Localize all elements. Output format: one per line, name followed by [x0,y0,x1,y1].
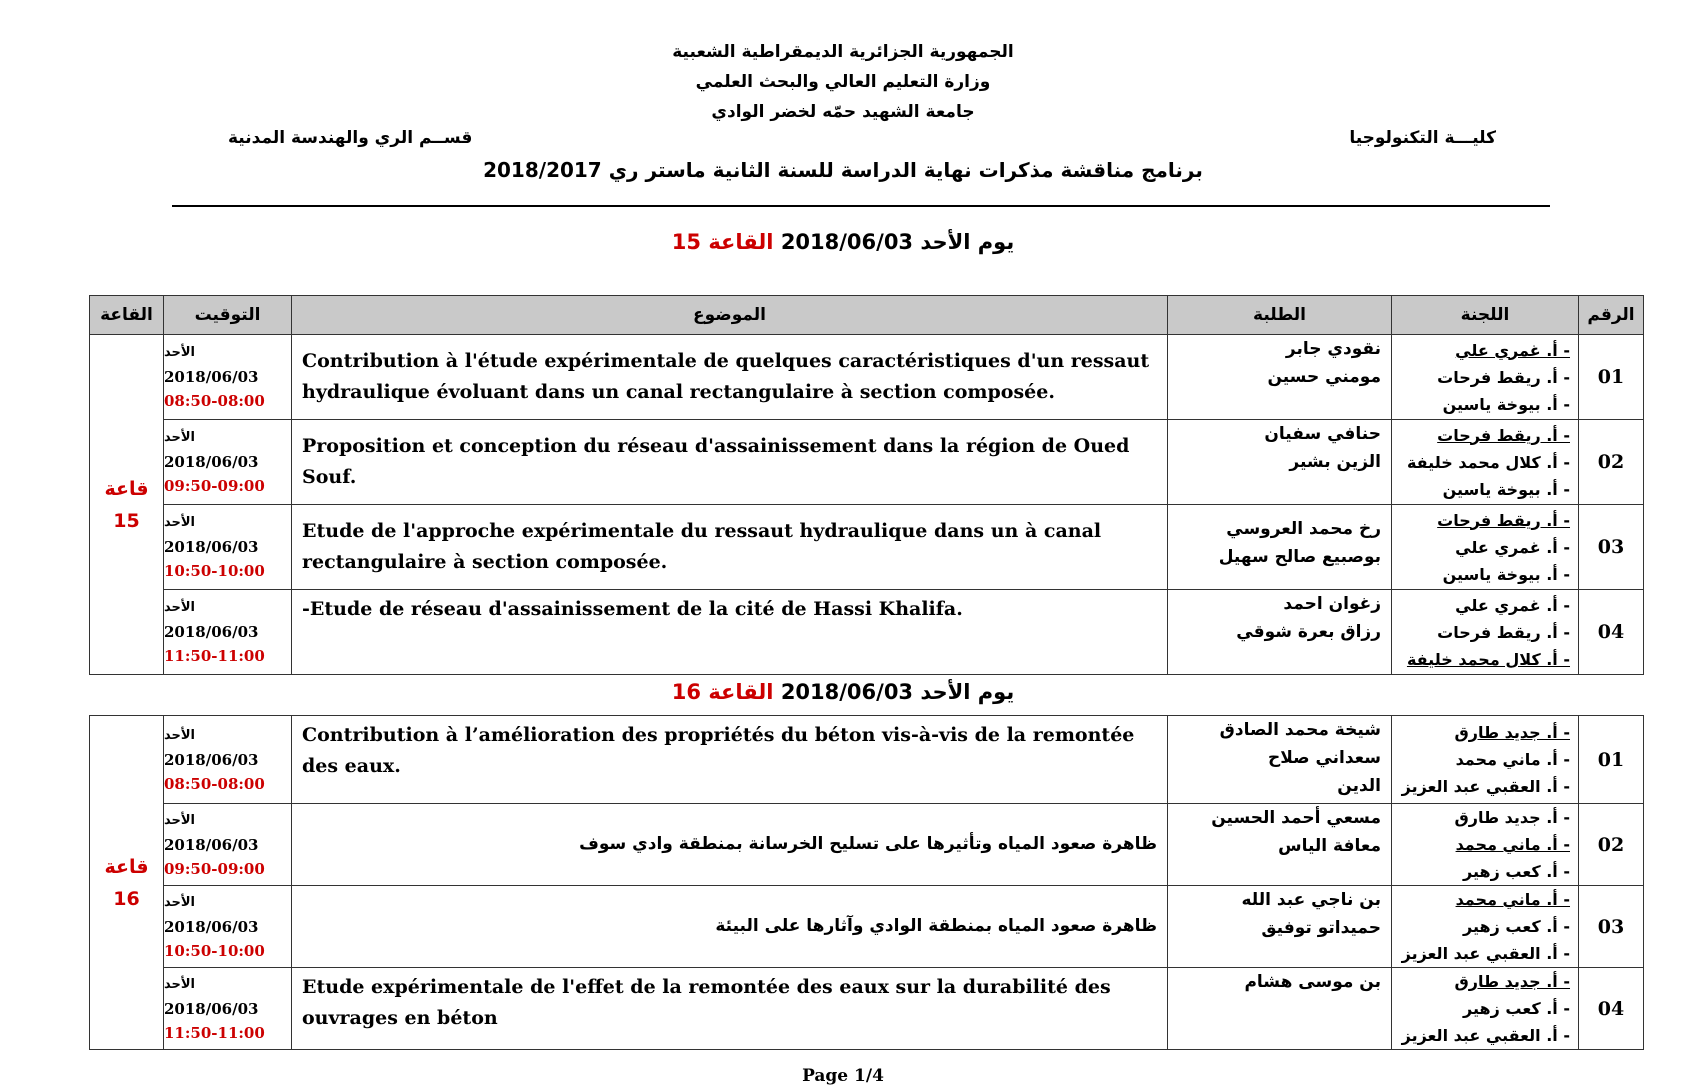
topic-cell: Etude expérimentale de l'effet de la remontée des eaux sur la durabilité des ouvrages en béton [292,968,1168,1050]
jury-member: - أ. ماني محمد [1455,835,1570,854]
day-heading-hall-15 [0,230,1686,254]
jury-cell [1392,968,1579,1050]
time-range: 11:50-11:00 [164,647,265,665]
row-number: 02 [1579,420,1644,505]
time-date: 2018/06/03 [164,623,259,641]
day-label: يوم الأحد 2018/06/03 [780,680,1015,704]
students-cell [1168,590,1392,675]
row-number: 03 [1579,505,1644,590]
student-name: مسعي أحمد الحسين [1211,808,1381,828]
jury-member: - أ. ريقط فرحات [1437,367,1570,387]
student-name: رزاق بعرة شوقي [1236,622,1381,642]
student-name: شيخة محمد الصادق [1219,720,1381,740]
jury-member: - أ. العقبي عبد العزيز [1401,944,1570,963]
time-cell [164,716,292,804]
student-name: زغوان احمد [1283,594,1381,614]
col-header-students: الطلبة [1168,296,1392,335]
time-range: 09:50-09:00 [164,477,265,495]
jury-member: - أ. ريقط فرحات [1437,622,1570,642]
jury-member: - أ. غمري علي [1455,340,1570,360]
room-number: 16 [113,887,140,910]
student-name: سعداني صلاح [1267,748,1381,768]
row-number: 02 [1579,804,1644,886]
jury-cell [1392,590,1579,675]
day-label: يوم الأحد 2018/06/03 [780,230,1015,254]
table-row [90,804,1644,886]
time-day: الأحد [164,976,196,992]
time-day: الأحد [164,894,196,910]
jury-member: - أ. كعب زهير [1463,862,1570,881]
student-name: الدين [1337,776,1381,796]
student-name: حميداتو توفيق [1261,918,1381,938]
time-day: الأحد [164,345,196,360]
hall-label: القاعة 16 [671,680,774,704]
table-row [90,968,1644,1050]
time-range: 10:50-10:00 [164,941,265,960]
jury-member: - أ. ماني محمد [1455,750,1570,769]
time-day: الأحد [164,727,196,743]
time-date: 2018/06/03 [164,538,259,556]
jury-member: - أ. كلال محمد خليفة [1406,452,1570,472]
time-cell [164,420,292,505]
page-number: Page 1/4 [802,1066,884,1086]
day-heading-hall-16 [0,680,1686,704]
room-word: قاعة [104,477,149,500]
time-date: 2018/06/03 [164,999,259,1018]
header-ministry: وزارة التعليم العالي والبحث العلمي [695,72,991,92]
time-range: 08:50-08:00 [164,774,265,793]
room-cell [90,716,164,1050]
topic-cell: ظاهرة صعود المياه بمنطقة الوادي وآثارها على البيئة [292,886,1168,968]
jury-cell [1392,505,1579,590]
jury-cell [1392,716,1579,804]
student-name: نقودي جابر [1285,339,1381,359]
jury-member: - أ. بيوخة ياسين [1442,564,1570,584]
header-divider [172,205,1550,207]
time-range: 08:50-08:00 [164,392,265,410]
jury-member: - أ. غمري علي [1455,537,1570,557]
schedule-table-hall-15 [89,295,1644,675]
col-header-time: التوقيت [164,296,292,335]
time-cell [164,968,292,1050]
students-cell [1168,335,1392,420]
row-number: 04 [1579,590,1644,675]
topic-cell: Contribution à l’amélioration des propriétés du béton vis-à-vis de la remontée des eaux. [292,716,1168,804]
time-range: 11:50-11:00 [164,1023,265,1042]
time-date: 2018/06/03 [164,453,259,471]
topic-cell: ظاهرة صعود المياه وتأثيرها على تسليح الخرسانة بمنطقة وادي سوف [292,804,1168,886]
jury-member: - أ. جديد طارق [1454,808,1570,827]
student-name: الزين بشير [1289,452,1381,472]
student-name: رخ محمد العروسي [1226,519,1381,539]
time-date: 2018/06/03 [164,917,259,936]
time-range: 10:50-10:00 [164,562,265,580]
time-day: الأحد [164,430,196,445]
room-number: 15 [113,509,140,532]
header-department: قســم الري والهندسة المدنية [228,128,473,148]
header-republic: الجمهورية الجزائرية الديمقراطية الشعبية [672,42,1014,62]
room-cell [90,335,164,675]
time-cell [164,590,292,675]
time-date: 2018/06/03 [164,835,259,854]
jury-member: - أ. العقبي عبد العزيز [1401,1026,1570,1045]
student-name: بوصبيع صالح سهيل [1218,547,1381,567]
table-row [90,505,1644,590]
jury-member: - أ. العقبي عبد العزيز [1401,777,1570,796]
col-header-topic: الموضوع [292,296,1168,335]
jury-member: - أ. بيوخة ياسين [1442,394,1570,414]
jury-member: - أ. ماني محمد [1455,890,1570,909]
students-cell [1168,804,1392,886]
table-row [90,420,1644,505]
jury-cell [1392,420,1579,505]
jury-member: - أ. غمري علي [1455,595,1570,615]
jury-member: - أ. جديد طارق [1454,972,1570,991]
time-cell [164,505,292,590]
table-row [90,716,1644,804]
row-number: 03 [1579,886,1644,968]
student-name: حنافي سفيان [1264,424,1381,444]
jury-member: - أ. ريقط فرحات [1437,510,1570,530]
col-header-jury: اللجنة [1392,296,1579,335]
student-name: بن ناجي عبد الله [1241,890,1381,910]
jury-member: - أ. بيوخة ياسين [1442,479,1570,499]
topic-cell: Proposition et conception du réseau d'assainissement dans la région de Oued Souf. [292,420,1168,505]
time-range: 09:50-09:00 [164,859,265,878]
time-date: 2018/06/03 [164,750,259,769]
col-header-number: الرقم [1579,296,1644,335]
jury-cell [1392,804,1579,886]
row-number: 01 [1579,335,1644,420]
table-header-row [90,296,1644,335]
students-cell [1168,886,1392,968]
topic-cell: Etude de l'approche expérimentale du ressaut hydraulique dans un à canal rectangulaire à section composée. [292,505,1168,590]
jury-cell [1392,335,1579,420]
student-name: بن موسى هشام [1244,972,1381,992]
topic-cell: Contribution à l'étude expérimentale de quelques caractéristiques d'un ressaut hydraulique évoluant dans un canal rectangulaire à section composée. [292,335,1168,420]
header-university: جامعة الشهيد حمّه لخضر الوادي [711,102,975,122]
jury-member: - أ. ريقط فرحات [1437,425,1570,445]
time-cell [164,804,292,886]
students-cell [1168,716,1392,804]
hall-label: القاعة 15 [671,230,774,254]
jury-member: - أ. كلال محمد خليفة [1406,649,1570,669]
time-cell [164,886,292,968]
time-day: الأحد [164,515,196,530]
col-header-room: القاعة [90,296,164,335]
jury-member: - أ. كعب زهير [1463,999,1570,1018]
time-day: الأحد [164,600,196,615]
students-cell [1168,968,1392,1050]
table-row [90,590,1644,675]
jury-member: - أ. كعب زهير [1463,917,1570,936]
students-cell [1168,505,1392,590]
row-number: 04 [1579,968,1644,1050]
time-day: الأحد [164,812,196,828]
room-word: قاعة [104,855,149,878]
topic-cell: -Etude de réseau d'assainissement de la cité de Hassi Khalifa. [292,590,1168,675]
jury-member: - أ. جديد طارق [1454,723,1570,742]
student-name: معافة الياس [1278,836,1381,856]
time-cell [164,335,292,420]
time-date: 2018/06/03 [164,368,259,386]
table-row [90,886,1644,968]
student-name: مومني حسين [1267,367,1381,387]
jury-cell [1392,886,1579,968]
row-number: 01 [1579,716,1644,804]
table-row [90,335,1644,420]
header-faculty: كليـــة التكنولوجيا [1349,128,1496,148]
page-title: برنامج مناقشة مذكرات نهاية الدراسة للسنة الثانية ماستر ري 2018/2017 [483,158,1203,182]
students-cell [1168,420,1392,505]
schedule-table-hall-16 [89,715,1644,1050]
